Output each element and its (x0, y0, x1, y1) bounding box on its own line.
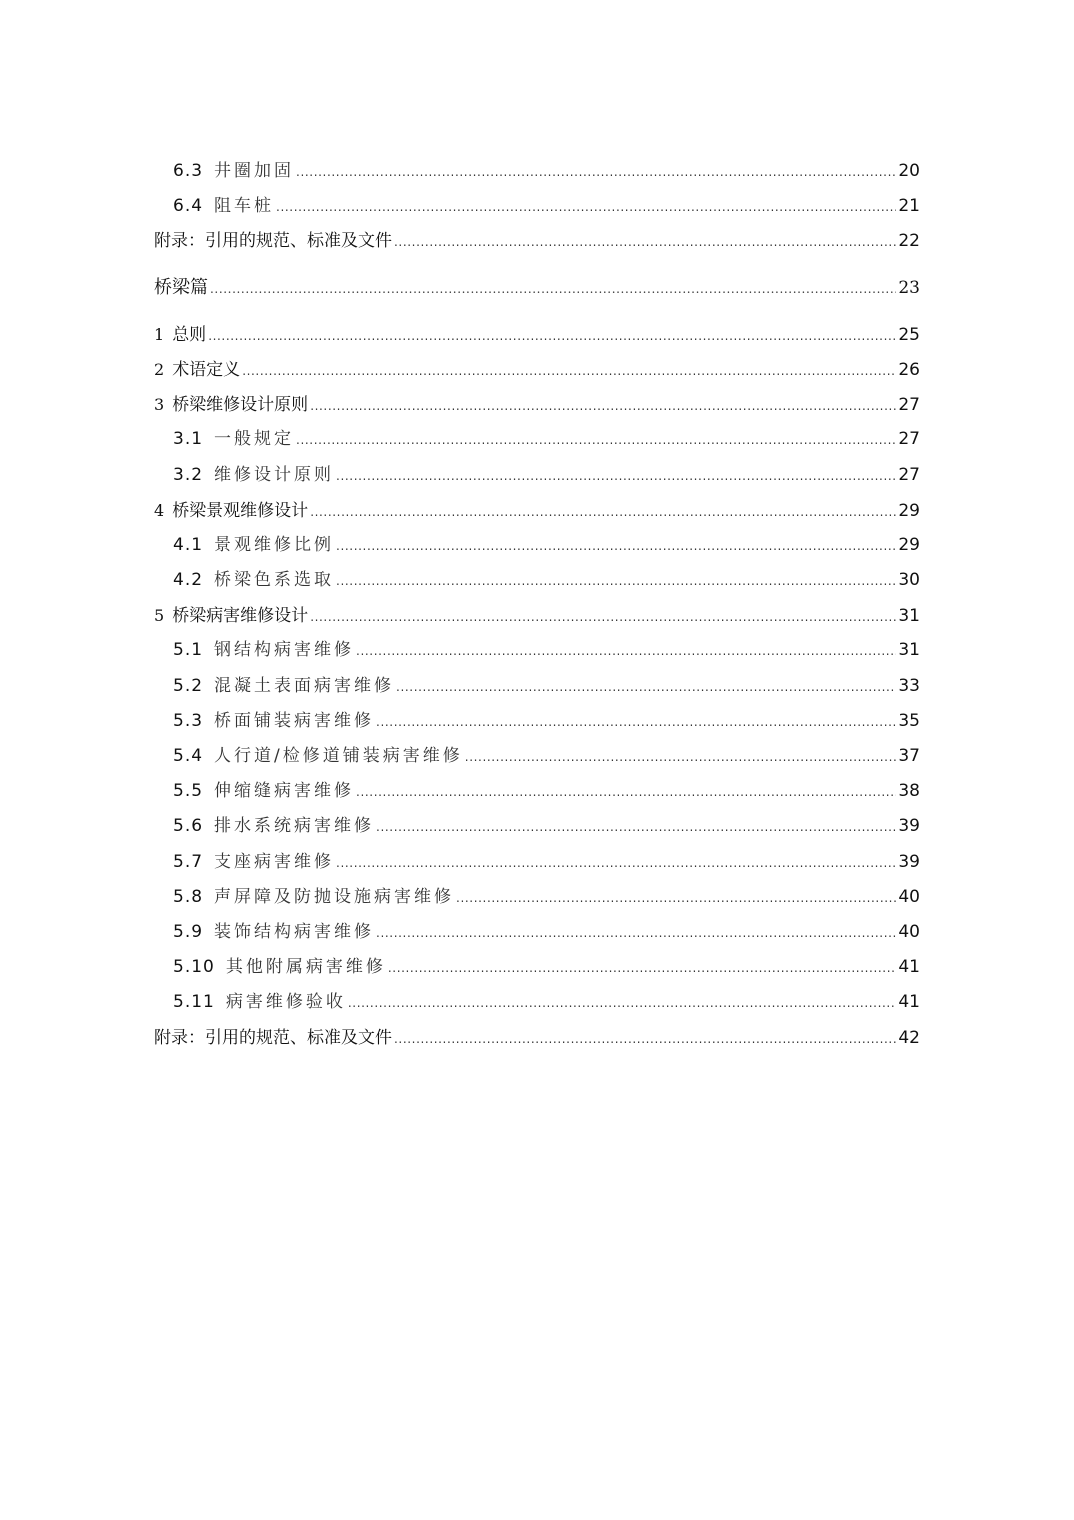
toc-entry-title: 混凝土表面病害维修 (214, 675, 395, 696)
toc-entry[interactable] (154, 809, 920, 844)
toc-entry[interactable] (154, 352, 920, 387)
toc-entry-page: 27 (898, 429, 920, 450)
toc-entry-title: 人行道/检修道铺装病害维修 (214, 746, 463, 766)
toc-leader-dots (210, 272, 896, 307)
toc-entry-page: 37 (898, 746, 920, 766)
toc-leader-dots (388, 951, 897, 986)
toc-entry-title: 钢结构病害维修 (214, 640, 355, 661)
toc-entry-page: 31 (898, 640, 920, 661)
toc-leader-dots (296, 423, 896, 458)
toc-entry-number: 5.9 (173, 921, 204, 942)
toc-entry[interactable] (154, 774, 920, 809)
toc-entry-number: 5.7 (173, 851, 204, 872)
toc-entry-title: 一般规定 (214, 429, 295, 450)
toc-entry[interactable] (154, 422, 920, 457)
toc-entry-number: 5.1 (173, 640, 204, 661)
toc-entry-number: 5.4 (173, 746, 204, 766)
toc-entry[interactable] (154, 224, 920, 259)
toc-leader-dots (348, 986, 897, 1021)
toc-entry-page: 27 (898, 464, 920, 485)
toc-entry-number: 2 (154, 359, 165, 379)
toc-entry-page: 27 (898, 395, 920, 416)
toc-entry[interactable] (154, 189, 920, 224)
toc-entry[interactable] (154, 845, 920, 880)
toc-entry-number: 4.2 (173, 570, 204, 591)
toc-entry-page: 33 (898, 675, 920, 696)
toc-entry-title: 病害维修验收 (225, 992, 346, 1013)
toc-leader-dots (310, 495, 896, 530)
toc-entry-title: 排水系统病害维修 (214, 816, 375, 837)
toc-entry-number: 1 (154, 324, 165, 344)
toc-entry[interactable] (154, 739, 920, 774)
toc-leader-dots (336, 846, 896, 881)
toc-leader-dots (376, 810, 896, 845)
toc-entry-title: 桥梁病害维修设计 (172, 606, 309, 627)
toc-entry[interactable] (154, 317, 920, 352)
toc-entry-number: 5.11 (173, 992, 215, 1013)
toc-entry-number: 4 (154, 500, 165, 520)
toc-entry[interactable] (154, 880, 920, 915)
toc-entry[interactable] (154, 270, 920, 305)
toc-entry[interactable] (154, 950, 920, 985)
toc-entry-page: 29 (898, 500, 920, 521)
toc-leader-dots (356, 634, 896, 669)
toc-entry-page: 25 (898, 324, 920, 345)
toc-entry-title: 术语定义 (172, 359, 241, 380)
toc-entry-title: 伸缩缝病害维修 (214, 781, 355, 802)
toc-entry-page: 40 (898, 886, 920, 907)
toc-entry-number: 5.5 (173, 781, 204, 802)
toc-leader-dots (396, 670, 896, 705)
toc-entry-number: 6.4 (173, 196, 204, 217)
toc-entry-title: 桥梁色系选取 (214, 570, 335, 591)
toc-entry[interactable] (154, 493, 920, 528)
toc-leader-dots (394, 225, 896, 260)
toc-entry-page: 41 (898, 957, 920, 978)
toc-entry[interactable] (154, 563, 920, 598)
toc-entry-title: 桥梁维修设计原则 (172, 395, 309, 416)
toc-entry-number: 5.6 (173, 816, 204, 837)
toc-entry-page: 30 (898, 570, 920, 591)
toc-entry-title: 装饰结构病害维修 (214, 921, 375, 942)
toc-entry-title: 其他附属病害维修 (225, 957, 386, 978)
toc-entry-title: 景观维修比例 (214, 534, 335, 555)
toc-entry-number: 5.8 (173, 886, 204, 907)
toc-leader-dots (376, 705, 896, 740)
toc-entry-page: 42 (898, 1027, 920, 1048)
toc-entry-page: 29 (898, 534, 920, 555)
toc-entry-number: 5 (154, 606, 165, 626)
toc-entry[interactable] (154, 669, 920, 704)
toc-entry-title: 桥梁篇 (154, 276, 208, 298)
toc-entry-number: 3 (154, 395, 165, 415)
toc-entry[interactable] (154, 458, 920, 493)
toc-leader-dots (394, 1022, 896, 1057)
toc-leader-dots (456, 881, 896, 916)
toc-entry-page: 26 (898, 359, 920, 380)
toc-leader-dots (310, 600, 896, 635)
toc-entry[interactable] (154, 704, 920, 739)
table-of-contents (154, 154, 920, 1056)
toc-leader-dots (376, 916, 896, 951)
toc-leader-dots (242, 354, 896, 389)
toc-entry-page: 35 (898, 710, 920, 731)
toc-entry-page: 41 (898, 992, 920, 1013)
toc-leader-dots (310, 389, 896, 424)
toc-leader-dots (208, 319, 896, 354)
toc-entry-title: 维修设计原则 (214, 464, 335, 485)
toc-entry-title: 井圈加固 (214, 161, 295, 181)
toc-entry-title: 桥面铺装病害维修 (214, 710, 375, 731)
toc-entry-number: 6.3 (173, 161, 204, 181)
toc-entry-number: 4.1 (173, 534, 204, 555)
toc-entry[interactable] (154, 1021, 920, 1056)
toc-entry-page: 38 (898, 781, 920, 802)
toc-entry[interactable] (154, 598, 920, 633)
toc-entry[interactable] (154, 915, 920, 950)
toc-entry-page: 40 (898, 921, 920, 942)
toc-entry-page: 39 (898, 851, 920, 872)
toc-entry[interactable] (154, 387, 920, 422)
toc-entry-number: 5.2 (173, 675, 204, 696)
toc-entry-title: 桥梁景观维修设计 (172, 500, 309, 521)
toc-entry-page: 23 (898, 277, 920, 298)
toc-entry-number: 5.10 (173, 957, 215, 978)
toc-leader-dots (336, 459, 896, 494)
toc-entry-title: 阻车桩 (214, 196, 275, 217)
toc-leader-dots (276, 190, 896, 225)
toc-leader-dots (296, 155, 896, 190)
toc-entry-title: 附录：引用的规范、标准及文件 (154, 1027, 392, 1048)
toc-entry[interactable] (154, 154, 920, 189)
toc-entry[interactable] (154, 985, 920, 1020)
toc-leader-dots (465, 740, 897, 775)
toc-entry-number: 5.3 (173, 710, 204, 731)
toc-entry-page: 31 (898, 606, 920, 627)
toc-leader-dots (336, 564, 896, 599)
toc-entry-page: 21 (898, 196, 920, 217)
toc-entry-number: 3.2 (173, 464, 204, 485)
toc-entry[interactable] (154, 528, 920, 563)
toc-entry-title: 总则 (172, 324, 207, 345)
toc-entry-title: 支座病害维修 (214, 851, 335, 872)
toc-entry-page: 39 (898, 816, 920, 837)
toc-entry-page: 22 (898, 231, 920, 252)
toc-entry-title: 声屏障及防抛设施病害维修 (214, 886, 455, 907)
toc-entry-title: 附录：引用的规范、标准及文件 (154, 231, 392, 252)
toc-entry[interactable] (154, 633, 920, 668)
toc-leader-dots (336, 529, 896, 564)
toc-leader-dots (356, 775, 896, 810)
toc-entry-number: 3.1 (173, 429, 204, 450)
toc-entry-page: 20 (898, 161, 920, 181)
